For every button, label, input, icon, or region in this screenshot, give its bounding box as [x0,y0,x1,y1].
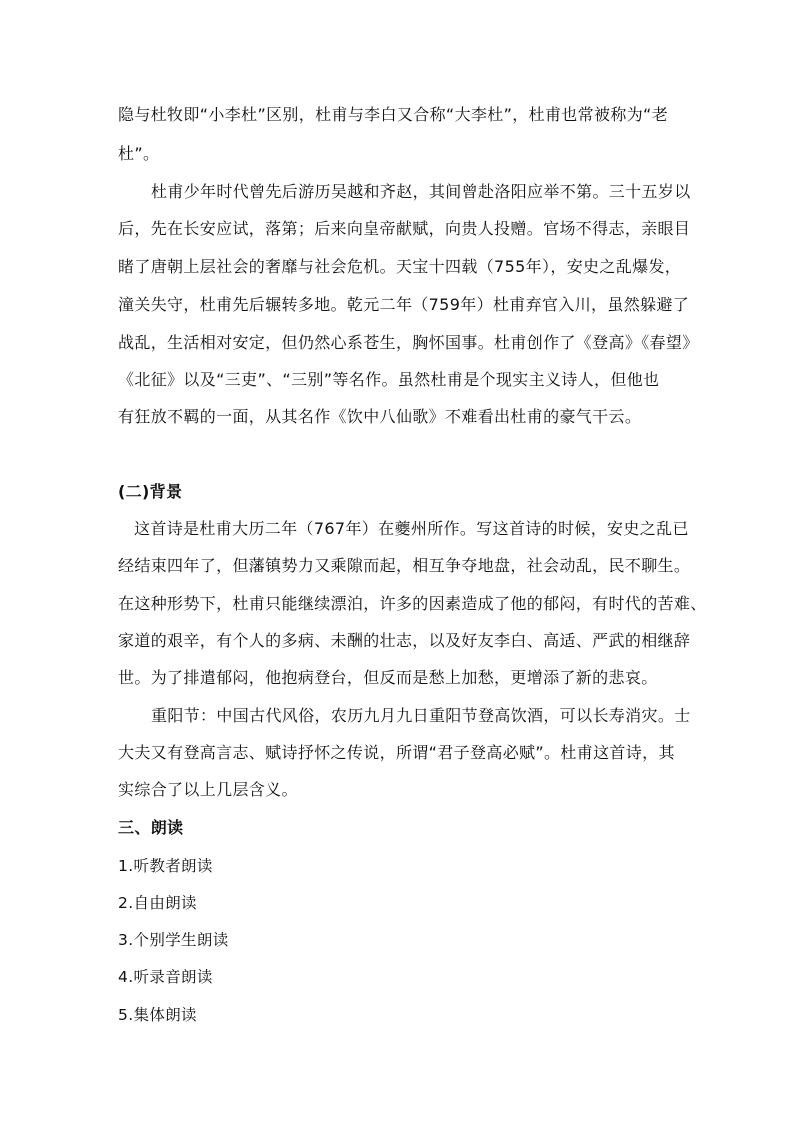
biography-line-6: 《北征》以及“三吏”、“三别”等名作。虽然杜甫是个现实主义诗人，但他也 [118,370,660,389]
intro-line-1: 隐与杜牧即“小李杜”区别，杜甫与李白又合称“大李杜”，杜甫也常被称为“老 [118,105,669,124]
biography-line-5: 战乱，生活相对安定，但仍然心系苍生，胸怀国事。杜甫创作了《登高》《春望》 [118,333,699,352]
biography-line-7: 有狂放不羁的一面，从其名作《饮中八仙歌》不难看出杜甫的豪气干云。 [118,407,642,426]
background-line-1: 这首诗是杜甫大历二年（767年）在夔州所作。写这首诗的时候，安史之乱已 [134,519,689,538]
biography-line-2: 后，先在长安应试，落第；后来向皇帝献赋，向贵人投赠。官场不得志，亲眼目 [118,219,691,238]
reading-item-1: 1.听教者朗读 [118,857,213,875]
biography-line-1: 杜甫少年时代曾先后游历吴越和齐赵，其间曾赴洛阳应举不第。三十五岁以 [151,182,691,201]
reading-item-3: 3.个别学生朗读 [118,931,229,949]
biography-line-3: 睹了唐朝上层社会的奢靡与社会危机。天宝十四载（755年），安史之乱爆发， [118,257,682,276]
chongyang-line-2: 大夫又有登高言志、赋诗抒怀之传说，所谓“君子登高必赋”。杜甫这首诗，其 [118,743,675,762]
background-line-2: 经结束四年了，但藩镇势力又乘隙而起，相互争夺地盘，社会动乱，民不聊生。 [118,556,691,575]
chongyang-line-3: 实综合了以上几层含义。 [118,780,298,799]
background-line-4: 家道的艰辛，有个人的多病、未酬的壮志，以及好友李白、高适、严武的相继辞 [118,631,691,650]
background-heading: (二)背景 [118,482,183,501]
biography-line-4: 潼关失守，杜甫先后辗转多地。乾元二年（759年）杜甫弃官入川，虽然躲避了 [118,295,690,314]
background-line-3: 在这种形势下，杜甫只能继续漂泊，许多的因素造成了他的郁闷，有时代的苦难、 [118,594,707,613]
chongyang-line-1: 重阳节：中国古代风俗，农历九月九日重阳节登高饮酒，可以长寿消灾。士 [151,706,691,725]
reading-item-5: 5.集体朗读 [118,1006,197,1024]
reading-item-4: 4.听录音朗读 [118,968,213,986]
background-line-5: 世。为了排遣郁闷，他抱病登台，但反而是愁上加愁，更增添了新的悲哀。 [118,668,658,687]
intro-line-2: 杜”。 [118,144,160,163]
reading-item-2: 2.自由朗读 [118,894,197,912]
reading-heading: 三、朗读 [118,818,184,837]
